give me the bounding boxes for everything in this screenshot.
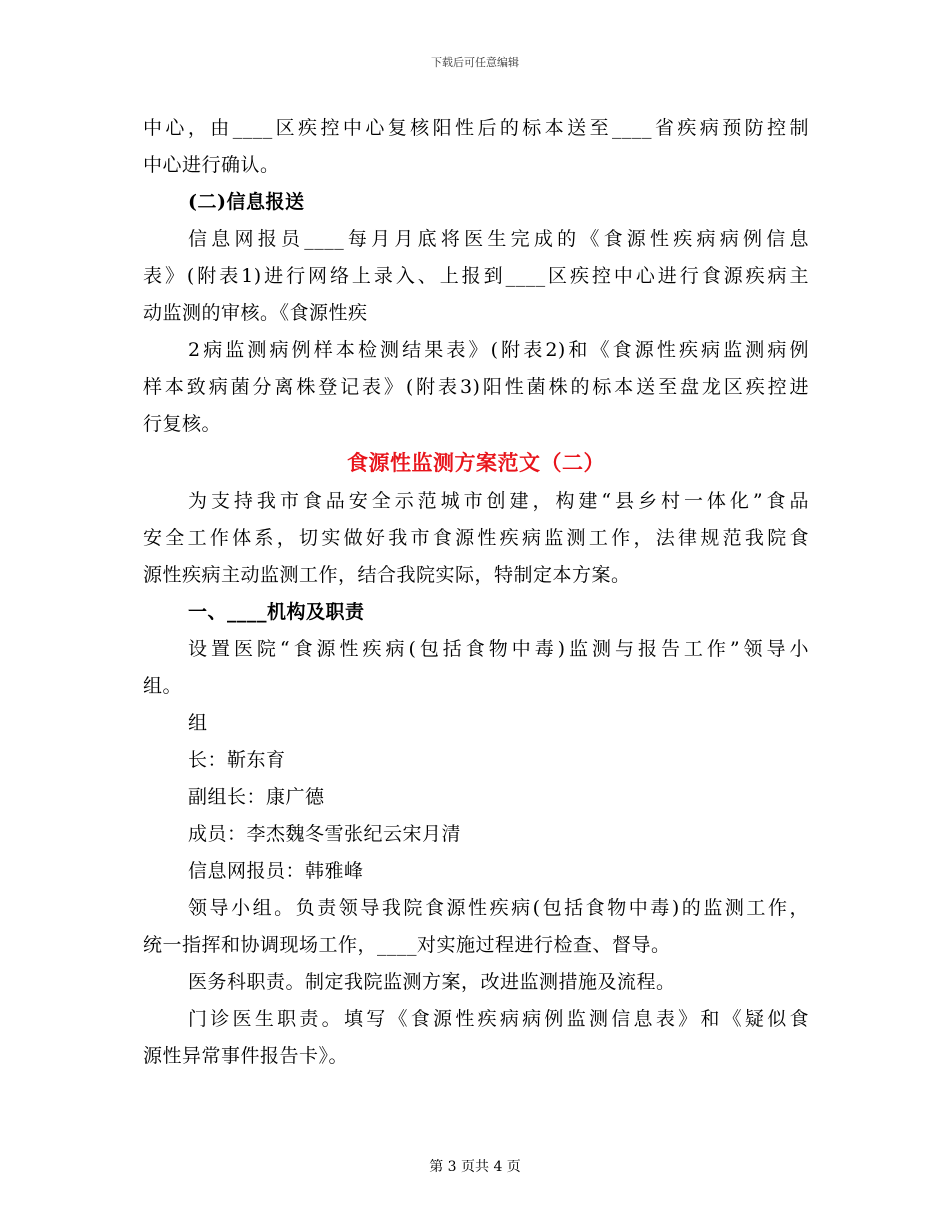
- text-line: 长：靳东育: [188, 749, 286, 771]
- text-line: 领导小组。负责领导我院食源性疾病(包括食物中毒)的监测工作，: [188, 897, 809, 919]
- section-title: 食源性监测方案范文（二）: [347, 450, 605, 475]
- text-line: 设置医院“食源性疾病(包括食物中毒)监测与报告工作”领导小: [188, 638, 809, 660]
- section-info-report: [143, 110, 809, 443]
- text-line: 中心，由____区疾控中心复核阳性后的标本送至____省疾病预防控制: [143, 117, 809, 139]
- text-line: 中心进行确认。: [143, 154, 280, 176]
- text-line: 样本致病菌分离株登记表》(附表3)阳性菌株的标本送至盘龙区疾控进: [143, 376, 809, 398]
- text-line: 安全工作体系，切实做好我市食源性疾病监测工作，法律规范我院食: [143, 527, 809, 549]
- section-plan-body: [143, 483, 809, 1075]
- text-line: 表》(附表1)进行网络上录入、上报到____区疾控中心进行食源疾病主: [143, 265, 809, 287]
- text-line: 信息网报员____每月月底将医生完成的《食源性疾病病例信息: [188, 228, 809, 250]
- text-line: 为支持我市食品安全示范城市创建，构建“县乡村一体化”食品: [188, 490, 809, 512]
- text-line: 门诊医生职责。填写《食源性疾病病例监测信息表》和《疑似食: [188, 1008, 809, 1030]
- text-line: 源性异常事件报告卡》。: [143, 1045, 349, 1067]
- text-line: 动监测的审核。《食源性疾: [143, 302, 368, 324]
- text-line: (二)信息报送: [188, 191, 305, 213]
- text-line: 副组长：康广德: [188, 786, 325, 808]
- text-line: 源性疾病主动监测工作，结合我院实际，特制定本方案。: [143, 564, 631, 586]
- page-header: 下载后可任意编辑: [431, 56, 519, 69]
- text-line: 2病监测病例样本检测结果表》(附表2)和《食源性疾病监测病例: [188, 339, 809, 361]
- text-line: 行复核。: [143, 413, 222, 435]
- text-line: 组: [188, 712, 208, 734]
- text-line: 医务科职责。制定我院监测方案，改进监测措施及流程。: [188, 971, 676, 993]
- text-line: 信息网报员：韩雅峰: [188, 860, 364, 882]
- text-line: 统一指挥和协调现场工作，____对实施过程进行检查、督导。: [143, 934, 671, 956]
- document-body: [143, 110, 809, 1075]
- text-line: 一、____机构及职责: [188, 601, 365, 623]
- text-line: 成员：李杰魏冬雪张纪云宋月清: [188, 823, 462, 845]
- page-footer: 第 3 页共 4 页: [429, 1159, 521, 1175]
- text-line: 组。: [143, 675, 183, 697]
